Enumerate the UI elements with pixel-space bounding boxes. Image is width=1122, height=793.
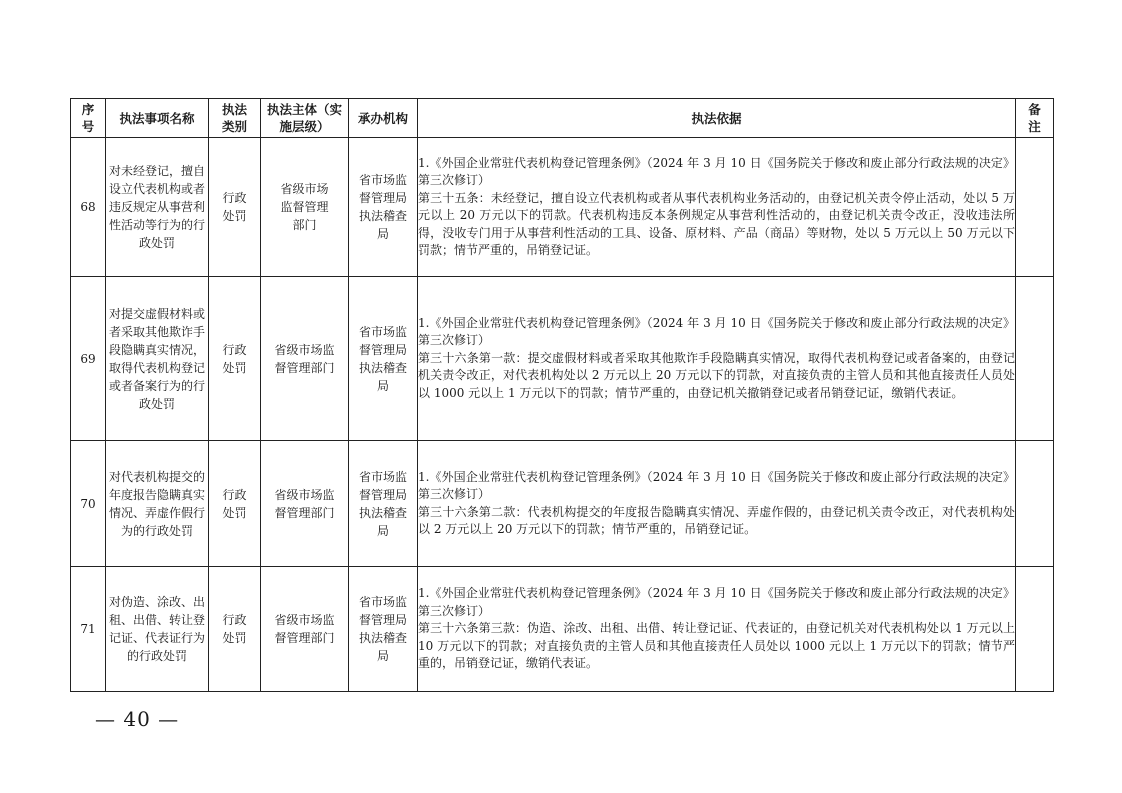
table-row bbox=[71, 277, 1054, 441]
row-seq: 71 bbox=[71, 567, 106, 692]
row-remark bbox=[1016, 138, 1054, 277]
row-basis bbox=[418, 567, 1016, 692]
enforcement-items-table bbox=[70, 98, 1054, 692]
basis-title: 1.《外国企业常驻代表机构登记管理条例》（2024 年 3 月 10 日《国务院关于修改和废止部分行政法规的决定》第三次修订） bbox=[418, 469, 1015, 501]
row-subject: 省级市场监督管理部门 bbox=[261, 277, 349, 441]
row-remark bbox=[1016, 277, 1054, 441]
basis-title: 1.《外国企业常驻代表机构登记管理条例》（2024 年 3 月 10 日《国务院关于修改和废止部分行政法规的决定》第三次修订） bbox=[418, 586, 1015, 618]
header-subject: 执法主体（实施层级） bbox=[261, 99, 349, 138]
header-basis: 执法依据 bbox=[418, 99, 1016, 138]
basis-text: 第三十六条第二款：代表机构提交的年度报告隐瞒真实情况、弄虚作假的，由登记机关责令改正，对代表机构处以 2 万元以上 20 万元以下的罚款；情节严重的，吊销登记证。 bbox=[418, 504, 1015, 536]
row-remark bbox=[1016, 567, 1054, 692]
row-basis bbox=[418, 441, 1016, 567]
basis-text: 第三十六条第一款：提交虚假材料或者采取其他欺诈手段隐瞒真实情况，取得代表机构登记或者备案的，由登记机关责令改正，对代表机构处以 2 万元以上 20 万元以下的罚款，对直接负责的主管人员和其他直接责任人员处以 1000 元以上 1 万元以下的罚款；情节严重的，由登记机关撤销登记或者吊销登记证，缴销代表证。 bbox=[418, 350, 1015, 400]
row-seq: 70 bbox=[71, 441, 106, 567]
table-row bbox=[71, 138, 1054, 277]
header-remark: 备注 bbox=[1016, 99, 1054, 138]
header-seq: 序号 bbox=[71, 99, 106, 138]
row-category: 行政处罚 bbox=[209, 277, 261, 441]
row-item-name: 对代表机构提交的年度报告隐瞒真实情况、弄虚作假行为的行政处罚 bbox=[106, 441, 209, 567]
table-row bbox=[71, 441, 1054, 567]
row-basis bbox=[418, 277, 1016, 441]
header-item-name: 执法事项名称 bbox=[106, 99, 209, 138]
row-agency: 省市场监督管理局执法稽查局 bbox=[349, 138, 418, 277]
row-subject: 省级市场监督管理部门 bbox=[261, 567, 349, 692]
row-agency: 省市场监督管理局执法稽查局 bbox=[349, 567, 418, 692]
row-subject: 省级市场监督管理部门 bbox=[261, 441, 349, 567]
row-agency: 省市场监督管理局执法稽查局 bbox=[349, 277, 418, 441]
header-row bbox=[71, 99, 1054, 138]
basis-title: 1.《外国企业常驻代表机构登记管理条例》（2024 年 3 月 10 日《国务院关于修改和废止部分行政法规的决定》第三次修订） bbox=[418, 315, 1015, 348]
row-category: 行政处罚 bbox=[209, 567, 261, 692]
row-basis bbox=[418, 138, 1016, 277]
header-agency: 承办机构 bbox=[349, 99, 418, 138]
row-agency: 省市场监督管理局执法稽查局 bbox=[349, 441, 418, 567]
row-item-name: 对提交虚假材料或者采取其他欺诈手段隐瞒真实情况，取得代表机构登记或者备案行为的行政处罚 bbox=[106, 277, 209, 441]
page-number: — 40 — bbox=[95, 707, 180, 731]
row-item-name: 对未经登记，擅自设立代表机构或者违反规定从事营利性活动等行为的行政处罚 bbox=[106, 138, 209, 277]
header-category: 执法类别 bbox=[209, 99, 261, 138]
row-subject: 省级市场监督管理部门 bbox=[261, 138, 349, 277]
basis-title: 1.《外国企业常驻代表机构登记管理条例》（2024 年 3 月 10 日《国务院关于修改和废止部分行政法规的决定》第三次修订） bbox=[418, 155, 1015, 187]
row-item-name: 对伪造、涂改、出租、出借、转让登记证、代表证行为的行政处罚 bbox=[106, 567, 209, 692]
basis-text: 第三十五条：未经登记，擅自设立代表机构或者从事代表机构业务活动的，由登记机关责令停止活动，处以 5 万元以上 20 万元以下的罚款。代表机构违反本条例规定从事营利性活动的，由登记机关责令改正，没收违法所得，没收专门用于从事营利性活动的工具、设备、原材料、产品（商品）等财物，处以 5 万元以上 50 万元以下罚款；情节严重的，吊销登记证。 bbox=[418, 190, 1015, 257]
row-category: 行政处罚 bbox=[209, 441, 261, 567]
row-category: 行政处罚 bbox=[209, 138, 261, 277]
row-seq: 68 bbox=[71, 138, 106, 277]
basis-text: 第三十六条第三款：伪造、涂改、出租、出借、转让登记证、代表证的，由登记机关对代表机构处以 1 万元以上 10 万元以下的罚款；对直接负责的主管人员和其他直接责任人员处以 1000 元以上 1 万元以下的罚款；情节严重的，吊销登记证，缴销代表证。 bbox=[418, 621, 1015, 671]
table-row bbox=[71, 567, 1054, 692]
row-remark bbox=[1016, 441, 1054, 567]
row-seq: 69 bbox=[71, 277, 106, 441]
